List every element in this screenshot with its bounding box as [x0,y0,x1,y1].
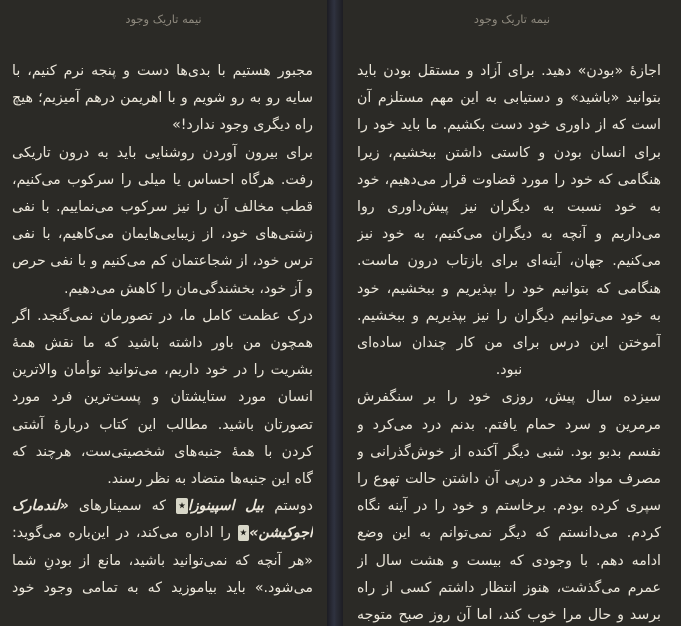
text-line: مرمرین و سرد حمام یافتم. بدنم درد می‌کرد و [357,416,661,433]
text-line: آموختن این درس برای من کار چندان ساده‌ای [357,335,661,352]
text-line-with-names [12,520,313,547]
text-line: برای بیرون آوردن روشنایی باید به درون تاریکی [12,144,313,161]
book-spine [327,0,343,626]
text-line-with-names [12,493,313,520]
text-line: سپری کرده بودم. برخاستم و خود را در آینه نگاه [357,498,661,515]
text-line: برای انسان بودن و کاستی داشتن ببخشیم، زیرا [357,144,661,161]
text-line: است که از داوری خود دست بکشیم. ما باید خود را [357,117,661,134]
footnote-highlight-1[interactable]: ٭ [178,498,186,515]
right-page-text[interactable] [357,58,661,626]
left-page[interactable] [0,0,327,626]
right-page[interactable] [343,0,681,626]
text-line: همچون من باور داشته باشید که ما نقش همهٔ [12,335,313,352]
text-line: مصرف مواد مخدر و درپی آن داشتن حالت تهوع را [357,471,661,488]
name-landmark-part2: اجوکیشن» [249,525,313,542]
text-line: درک عظمت کامل ما، در تصورمان نمی‌گنجد. اگر [12,307,313,324]
name-landmark-part1: «لندمارک [12,498,69,515]
text-line: می‌داریم و آنچه به دیگران می‌کنیم، به خود نیز [357,226,661,243]
text-line: ادامه دهم. با وجودی که بیست و هشت سال از [357,552,661,569]
text-line: به خود می‌توانیم دیگران را نیز بپذیریم و ببخشیم. [357,307,661,324]
text-line: عمرم می‌گذشت، هنوز انتظار داشتم کسی از راه [357,579,661,596]
text-line: راه دیگری وجود ندارد!» [172,117,313,134]
name-bill-spinoza: بیل اسپینوزا [187,498,265,515]
text-line: نفسم بدبو بود. شبی دیگر آکنده از خوش‌گذرانی و [357,443,661,460]
text-line: زشتی‌های خود، از زیبایی‌هایمان می‌کاهیم، با نفی [12,226,313,243]
text-line: هنگامی که بتوانیم خود را بپذیریم و ببخشیم، خود [357,280,661,297]
text-line: هنگامی که خود را مورد قضاوت قرار می‌دهیم، خود [357,171,661,188]
left-page-text[interactable] [12,58,313,602]
text-line: ترس خود، از شجاعتمان کم می‌کنیم و با نفی حرص [12,253,313,270]
left-running-head: نیمه تاریک وجود [125,12,202,26]
para-tail: را اداره می‌کند، در این‌باره می‌گوید: [12,525,238,542]
text-line: انسان مورد ستایشتان و پست‌ترین فرد مورد [12,389,313,406]
text-line: به خود نسبت به دیگران نیز پیش‌داوری روا [357,199,661,216]
text-line: می‌کنیم. جهان، آینه‌ای برای بازتاب درون ماست. [357,253,661,270]
text-line: رفت. هرگاه احساس یا میلی را سرکوب می‌کنیم، [12,171,313,188]
text-line: سایه رو به رو شویم و با اهریمن درهم آمیزیم؛ هیچ [12,90,313,107]
text-line: بشریت را در خود داریم، می‌توانید توأمان والاترین [12,362,313,379]
text-line: اجازهٔ «بودن» دهید. برای آزاد و مستقل بودن باید [357,63,661,79]
text-line: و آز خود، بخشندگی‌مان را کاهش می‌دهیم. [63,280,313,297]
text-line: «هر آنچه که نمی‌توانید باشید، مانع از بودنِ شما [12,552,313,569]
right-running-head: نیمه تاریک وجود [473,12,551,26]
footnote-highlight-2[interactable]: ٭ [239,525,248,542]
text-line: برسد و حال مرا خوب کند، اما آن روز صبح متوجه [357,607,661,624]
text-line: می‌شود.» باید بیاموزید که به تمامی وجود خود [12,579,313,596]
para-intro: دوستم [264,498,313,515]
text-line: بتوانید «باشید» و دستیابی به این مهم مستلزم آن [357,90,661,107]
text-line: نبود. [495,362,523,379]
text-line: کردن با همهٔ جنبه‌های شخصیتی‌ست، هرچند که [12,443,313,460]
text-line: سیزده سال پیش، روزی خود را بر سنگفرش [357,389,661,406]
para-mid: که سمینارهای [68,498,177,515]
text-line: تصورتان باشید. مطالب این کتاب دربارهٔ آشتی [12,416,313,433]
text-line: کردم. می‌دانستم که دیگر نمی‌توانم به این وضع [357,525,661,542]
text-line: گاه این جنبه‌ها متضاد به نظر رسند. [107,471,313,488]
text-line: قطب مخالف آن را نیز سرکوب می‌نماییم. با نفی [12,199,313,216]
text-line: مجبور هستیم با بدی‌ها دست و پنجه نرم کنیم، با [12,63,313,79]
